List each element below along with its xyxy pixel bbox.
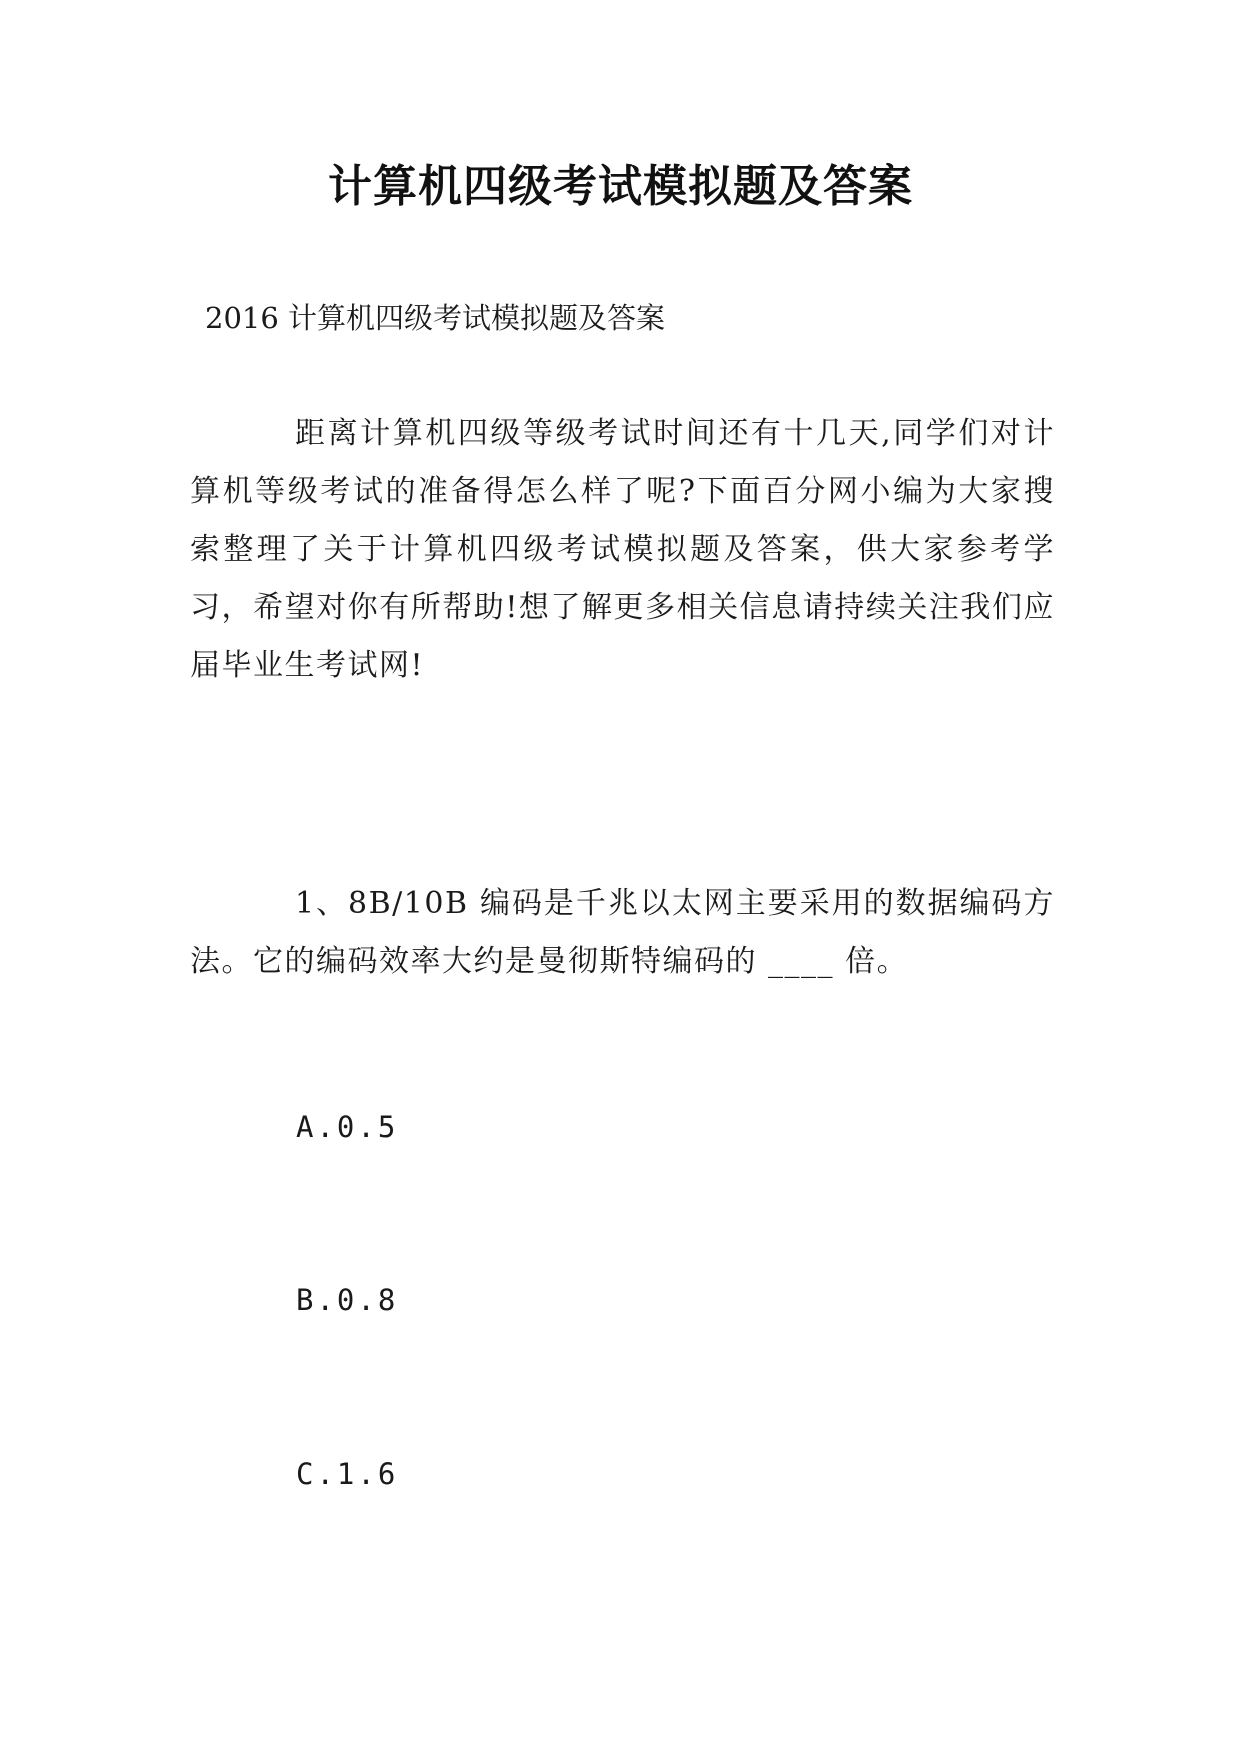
question-1-text: 1、8B/10B 编码是千兆以太网主要采用的数据编码方法。它的编码效率大约是曼彻斯特编码的 ____ 倍。 xyxy=(190,886,1055,979)
option-c: C.1.6 xyxy=(296,1457,399,1491)
document-title: 计算机四级考试模拟题及答案 xyxy=(328,161,913,212)
option-a: A.0.5 xyxy=(296,1110,399,1144)
intro-paragraph: 距离计算机四级等级考试时间还有十几天,同学们对计算机等级考试的准备得怎么样了呢?下面百分网小编为大家搜索整理了关于计算机四级考试模拟题及答案，供大家参考学习，希望对你有所帮助!想了解更多相关信息请持续关注我们应届毕业生考试网! xyxy=(190,416,1055,683)
document-subtitle: 2016 计算机四级考试模拟题及答案 xyxy=(205,301,666,335)
option-b: B.0.8 xyxy=(296,1283,399,1317)
